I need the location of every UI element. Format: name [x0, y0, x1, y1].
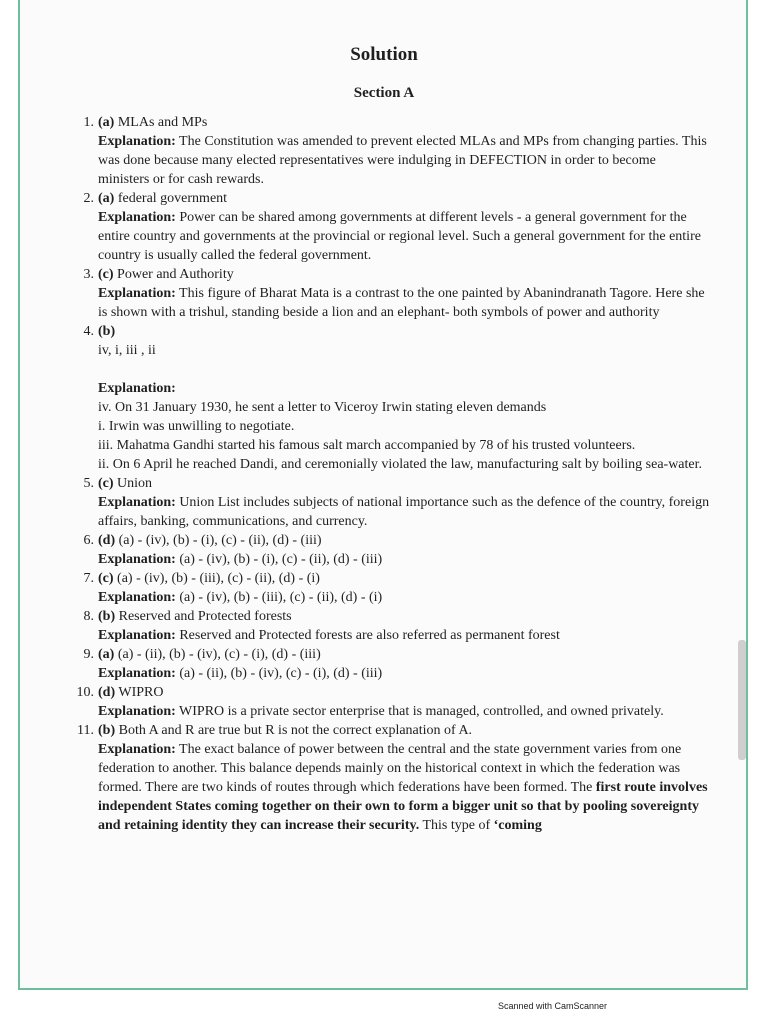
answer-text: federal government — [114, 191, 228, 206]
answer-text: WIPRO — [115, 685, 164, 700]
explanation-line: iii. Mahatma Gandhi started his famous salt march accompanied by 78 of his trusted volunteers. — [98, 438, 636, 453]
explanation-label: Explanation: — [98, 628, 176, 643]
explanation — [98, 550, 710, 569]
answer-option: (a) — [98, 115, 115, 130]
answer-option: (d) — [98, 685, 116, 700]
question-number: 11. — [77, 723, 94, 738]
explanation-text: (a) - (iv), (b) - (i), (c) - (ii), (d) - (iii) — [175, 552, 383, 567]
answer-line — [98, 322, 710, 341]
section-heading: Section A — [353, 85, 415, 101]
answer-text: MLAs and MPs — [114, 115, 208, 130]
explanation-label: Explanation: — [98, 495, 176, 510]
explanation-line: ii. On 6 April he reached Dandi, and ceremonially violated the law, manufacturing salt by boiling sea-water. — [98, 457, 703, 472]
explanation-label: Explanation: — [98, 742, 176, 757]
explanation-label: Explanation: — [98, 552, 176, 567]
explanation-label: Explanation: — [98, 704, 176, 719]
explanation-text: Power can be shared among governments at different levels - a general government for the entire country and governments at the provincial or regional level. Such a general government for the entire country is usually called the federal government. — [98, 210, 701, 263]
explanation-label: Explanation: — [98, 381, 176, 396]
answer-option: (a) — [98, 647, 115, 662]
question-item-7 — [70, 569, 710, 607]
answer-line — [98, 265, 710, 284]
question-item-8 — [70, 607, 710, 645]
answer-line — [98, 645, 710, 664]
question-item-3 — [70, 265, 710, 322]
answer-line — [98, 721, 710, 740]
question-item-2 — [70, 189, 710, 265]
explanation — [98, 740, 710, 835]
explanation — [98, 284, 710, 322]
question-number: 5. — [83, 476, 94, 491]
answer-option: (b) — [98, 609, 116, 624]
answer-option: (c) — [98, 476, 114, 491]
question-number: 3. — [83, 267, 94, 282]
explanation-tail-bold: ‘coming — [493, 818, 542, 833]
question-number: 2. — [83, 191, 94, 206]
question-item-6 — [70, 531, 710, 569]
question-number: 9. — [83, 647, 94, 662]
question-item-9 — [70, 645, 710, 683]
answer-line — [98, 531, 710, 550]
answer-line — [98, 569, 710, 588]
explanation-label: Explanation: — [98, 286, 176, 301]
answer-order: iv, i, iii , ii — [98, 343, 156, 358]
explanation-text: The exact balance of power between the central and the state government varies from one federation to another. This balance depends mainly on the historical context in which the federation was formed. There are two kinds of routes through which federations have been formed. The — [98, 742, 682, 795]
question-number: 4. — [83, 324, 94, 339]
answer-line — [98, 683, 710, 702]
answer-text: (a) - (iv), (b) - (i), (c) - (ii), (d) - (iii) — [115, 533, 322, 548]
solution-list — [70, 113, 710, 835]
question-number: 10. — [76, 685, 94, 700]
question-item-4 — [70, 322, 710, 474]
scanner-watermark: Scanned with CamScanner — [498, 1001, 608, 1011]
explanation-label: Explanation: — [98, 590, 176, 605]
explanation — [98, 664, 710, 683]
answer-option: (a) — [98, 191, 115, 206]
explanation-label: Explanation: — [98, 134, 176, 149]
answer-option: (c) — [98, 571, 114, 586]
scrollbar[interactable] — [738, 640, 746, 760]
explanation — [98, 132, 710, 189]
explanation-label: Explanation: — [98, 210, 176, 225]
answer-option: (c) — [98, 267, 114, 282]
explanation-label: Explanation: — [98, 666, 176, 681]
page-title: Solution — [350, 44, 418, 65]
answer-line — [98, 474, 710, 493]
explanation — [98, 379, 710, 398]
explanation-bold-text: first route involves independent States coming together on their own to form a bigger unit so that by pooling sovereignty and retaining identity they can increase their security. — [98, 780, 708, 833]
answer-option: (b) — [98, 723, 116, 738]
answer-text: Union — [113, 476, 153, 491]
question-number: 6. — [83, 533, 94, 548]
answer-text: Power and Authority — [113, 267, 234, 282]
explanation-tail: This type of — [419, 818, 494, 833]
answer-line — [98, 607, 710, 626]
question-item-1 — [70, 113, 710, 189]
explanation — [98, 702, 710, 721]
explanation-text: (a) - (ii), (b) - (iv), (c) - (i), (d) - (iii) — [175, 666, 383, 681]
explanation — [98, 493, 710, 531]
explanation-line: i. Irwin was unwilling to negotiate. — [98, 419, 295, 434]
question-item-10 — [70, 683, 710, 721]
answer-text: (a) - (iv), (b) - (iii), (c) - (ii), (d) - (i) — [113, 571, 320, 586]
question-number: 8. — [83, 609, 94, 624]
explanation-text: (a) - (iv), (b) - (iii), (c) - (ii), (d) - (i) — [175, 590, 383, 605]
explanation-text: Union List includes subjects of national importance such as the defence of the country, foreign affairs, banking, communications, and currency. — [98, 495, 710, 529]
question-number: 1. — [83, 115, 94, 130]
answer-text: Both A and R are true but R is not the correct explanation of A. — [115, 723, 473, 738]
answer-text: (a) - (ii), (b) - (iv), (c) - (i), (d) - (iii) — [114, 647, 321, 662]
explanation-text: WIPRO is a private sector enterprise that is managed, controlled, and owned privately. — [175, 704, 664, 719]
answer-line — [98, 113, 710, 132]
explanation — [98, 626, 710, 645]
explanation-text: This figure of Bharat Mata is a contrast to the one painted by Abanindranath Tagore. Here she is shown with a trishul, standing beside a lion and an elephant- both symbols of power and authority — [98, 286, 705, 320]
answer-option: (b) — [98, 324, 116, 339]
explanation — [98, 208, 710, 265]
answer-text: Reserved and Protected forests — [115, 609, 292, 624]
explanation — [98, 588, 710, 607]
answer-option: (d) — [98, 533, 116, 548]
explanation-line: iv. On 31 January 1930, he sent a letter to Viceroy Irwin stating eleven demands — [98, 400, 547, 415]
question-item-11 — [70, 721, 710, 835]
question-number: 7. — [83, 571, 94, 586]
explanation-text: Reserved and Protected forests are also referred as permanent forest — [175, 628, 560, 643]
question-item-5 — [70, 474, 710, 531]
answer-line — [98, 189, 710, 208]
explanation-text: The Constitution was amended to prevent elected MLAs and MPs from changing parties. This was done because many elected representatives were indulging in DEFECTION in order to become ministers or for cash rewards. — [98, 134, 707, 187]
